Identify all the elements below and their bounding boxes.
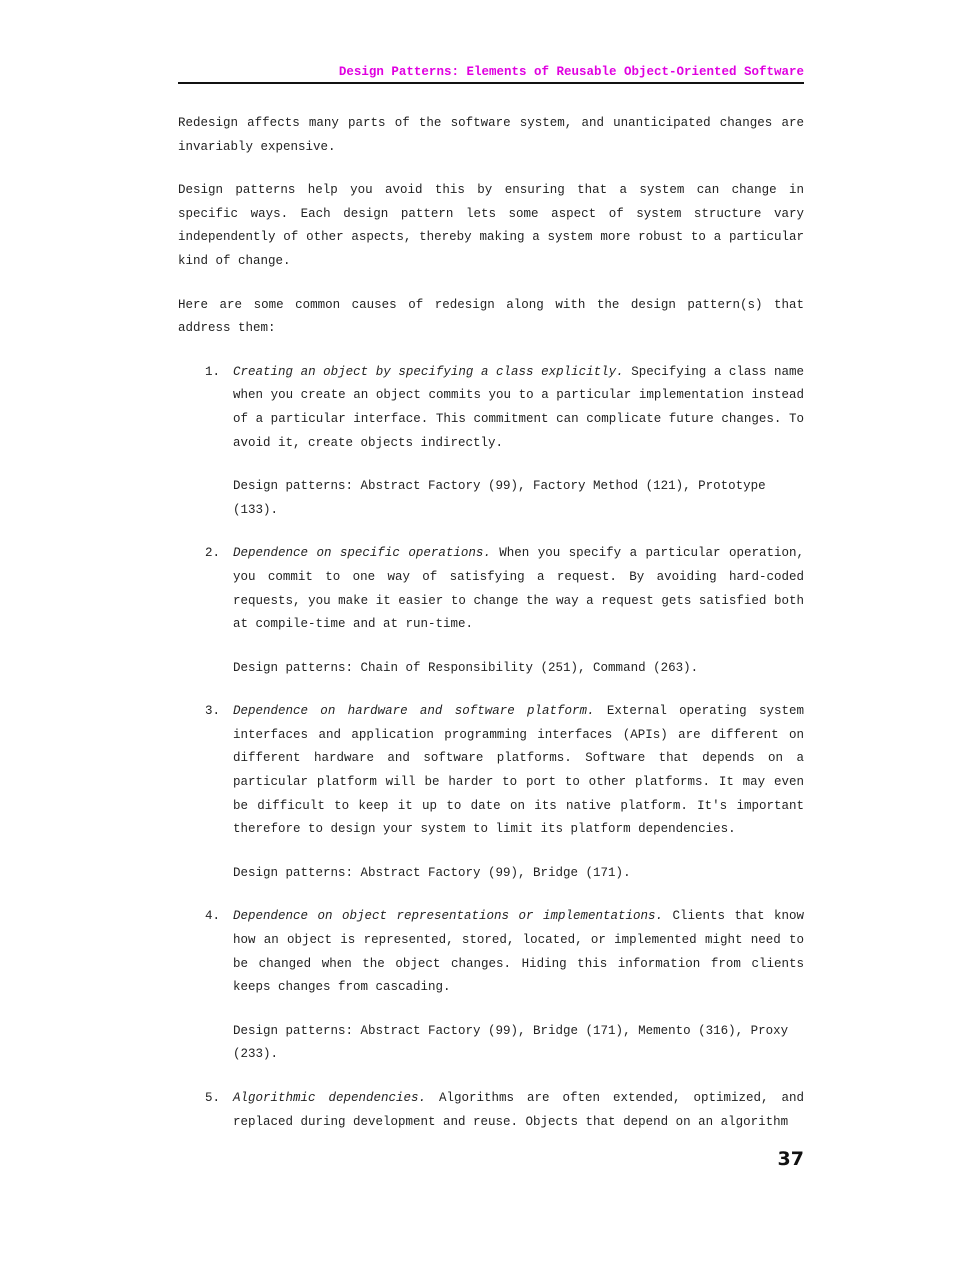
list-item [178, 905, 804, 1067]
list-item-number: 1. [205, 364, 221, 379]
list-item-text [233, 542, 804, 636]
list-item-body: Clients that know how an object is represented, stored, located, or implemented might need to be changed when the object changes. Hiding this information from clients keeps changes from cascading. [233, 909, 804, 995]
list-item [178, 542, 804, 680]
design-patterns-line: Design patterns: Abstract Factory (99), Bridge (171). [233, 865, 631, 880]
list-item-lead: Dependence on specific operations. [233, 546, 491, 561]
list-item-lead: Algorithmic dependencies. [233, 1091, 427, 1105]
list-item-lead: Dependence on object representations or implementations. [233, 909, 663, 924]
list-item-body: Algorithms are often extended, optimized, and replaced during development and reuse. Objects that depend on an algorithm [233, 1091, 805, 1129]
list-item-body: When you specify a particular operation, you commit to one way of satisfying a request. By avoiding hard-coded requests, you make it easier to change the way a request gets satisfied both at compile-time and at run-time. [233, 546, 804, 632]
list-item [178, 361, 804, 523]
list-item-text [233, 1087, 804, 1134]
list-item [178, 1087, 804, 1134]
list-item-lead: Creating an object by specifying a class explicitly. [233, 364, 624, 379]
list-item-number: 2. [205, 546, 221, 561]
paragraph-design-patterns: Design patterns help you avoid this by ensuring that a system can change in specific ways. Each design pattern lets some aspect of system structure vary independently of other aspects, thereby making a system more robust to a particular kind of change. [178, 183, 804, 268]
list-item [178, 700, 804, 885]
paragraph-causes-intro: Here are some common causes of redesign along with the design pattern(s) that address them: [178, 297, 804, 336]
page-number: 37 [777, 1148, 804, 1170]
list-item-lead: Dependence on hardware and software platform. [233, 704, 595, 719]
list-item-body: External operating system interfaces and application programming interfaces (APIs) are different on different hardware and software platforms. Software that depends on a particular platform will be harder to port to other platforms. It may even be difficult to keep it up to date on its native platform. It's important therefore to design your system to limit its platform dependencies. [233, 704, 804, 837]
design-patterns-line: Design patterns: Chain of Responsibility (251), Command (263). [233, 660, 699, 675]
list-item-text [233, 700, 804, 842]
running-header: Design Patterns: Elements of Reusable Object-Oriented Software [178, 64, 804, 84]
list-item-number: 5. [205, 1091, 221, 1105]
design-patterns-line: Design patterns: Abstract Factory (99), Bridge (171), Memento (316), Proxy (233). [233, 1023, 789, 1062]
design-patterns-line: Design patterns: Abstract Factory (99), Factory Method (121), Prototype (133). [233, 479, 766, 517]
causes-list [178, 361, 804, 1134]
list-item-text [233, 361, 804, 455]
list-item-number: 4. [205, 909, 221, 924]
document-page [178, 64, 804, 1154]
list-item-body: Specifying a class name when you create an object commits you to a particular implementation instead of a particular interface. This commitment can complicate future changes. To avoid it, create objects indirectly. [233, 364, 804, 450]
paragraph-redesign: Redesign affects many parts of the software system, and unanticipated changes are invariably expensive. [178, 116, 804, 154]
list-item-text [233, 905, 804, 999]
list-item-number: 3. [205, 704, 221, 719]
